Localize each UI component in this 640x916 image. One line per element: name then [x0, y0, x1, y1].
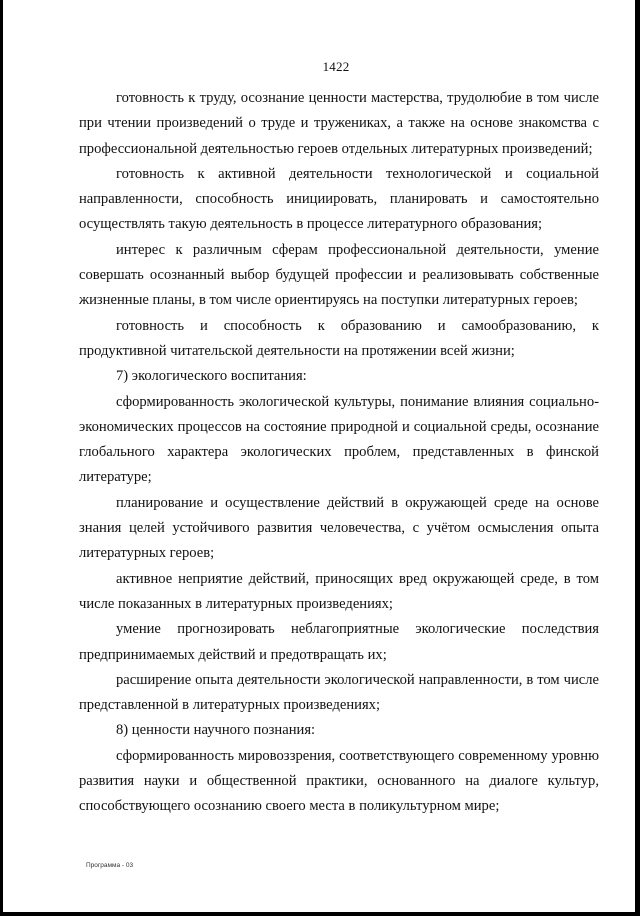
- section-heading: 7) экологического воспитания:: [116, 368, 307, 385]
- paragraph: готовность к активной деятельности технологической и социальной направленности, способность инициировать, планировать и самостоятельно осуществлять такую деятельность в процессе литературного образования;: [79, 165, 599, 233]
- paragraph: умение прогнозировать неблагоприятные экологические последствия предпринимаемых действий и предотвращать их;: [79, 621, 599, 663]
- paragraph: сформированность мировоззрения, соответствующего современному уровню развития науки и общественной практики, основанного на диалоге культур, способствующего осознанию своего места в поликультурном мире;: [79, 747, 599, 815]
- paragraph: готовность к труду, осознание ценности мастерства, трудолюбие в том числе при чтении произведений о труде и тружениках, а также на основе знакомства с профессиональной деятельностью героев отдельных литературных произведений;: [79, 90, 599, 157]
- page-number: 1422: [322, 59, 350, 74]
- paragraph: интерес к различным сферам профессиональной деятельности, умение совершать осознанный выбор будущей профессии и реализовывать собственные жизненные планы, в том числе ориентируясь на поступки литературных героев;: [79, 241, 599, 309]
- paragraph: активное неприятие действий, приносящих вред окружающей среде, в том числе показанных в литературных произведениях;: [79, 570, 599, 612]
- section-heading: 8) ценности научного познания:: [116, 722, 316, 739]
- scan-edge-right: [635, 0, 640, 916]
- paragraph: планирование и осуществление действий в окружающей среде на основе знания целей устойчивого развития человечества, с учётом осмысления опыта литературных героев;: [79, 494, 599, 562]
- document-body: [79, 86, 599, 820]
- scan-edge-left: [0, 0, 3, 916]
- paragraph: готовность и способность к образованию и самообразованию, к продуктивной читательской деятельности на протяжении всей жизни;: [79, 317, 599, 359]
- scan-edge-bottom: [0, 912, 640, 916]
- footer-label: Программа - 03: [86, 862, 134, 869]
- paragraph: сформированность экологической культуры, понимание влияния социально-экономических процессов на состояние природной и социальной среды, осознание глобального характера экологических проблем, представленных в финской литературе;: [79, 393, 599, 486]
- paragraph: расширение опыта деятельности экологической направленности, в том числе представленной в литературных произведениях;: [79, 671, 599, 714]
